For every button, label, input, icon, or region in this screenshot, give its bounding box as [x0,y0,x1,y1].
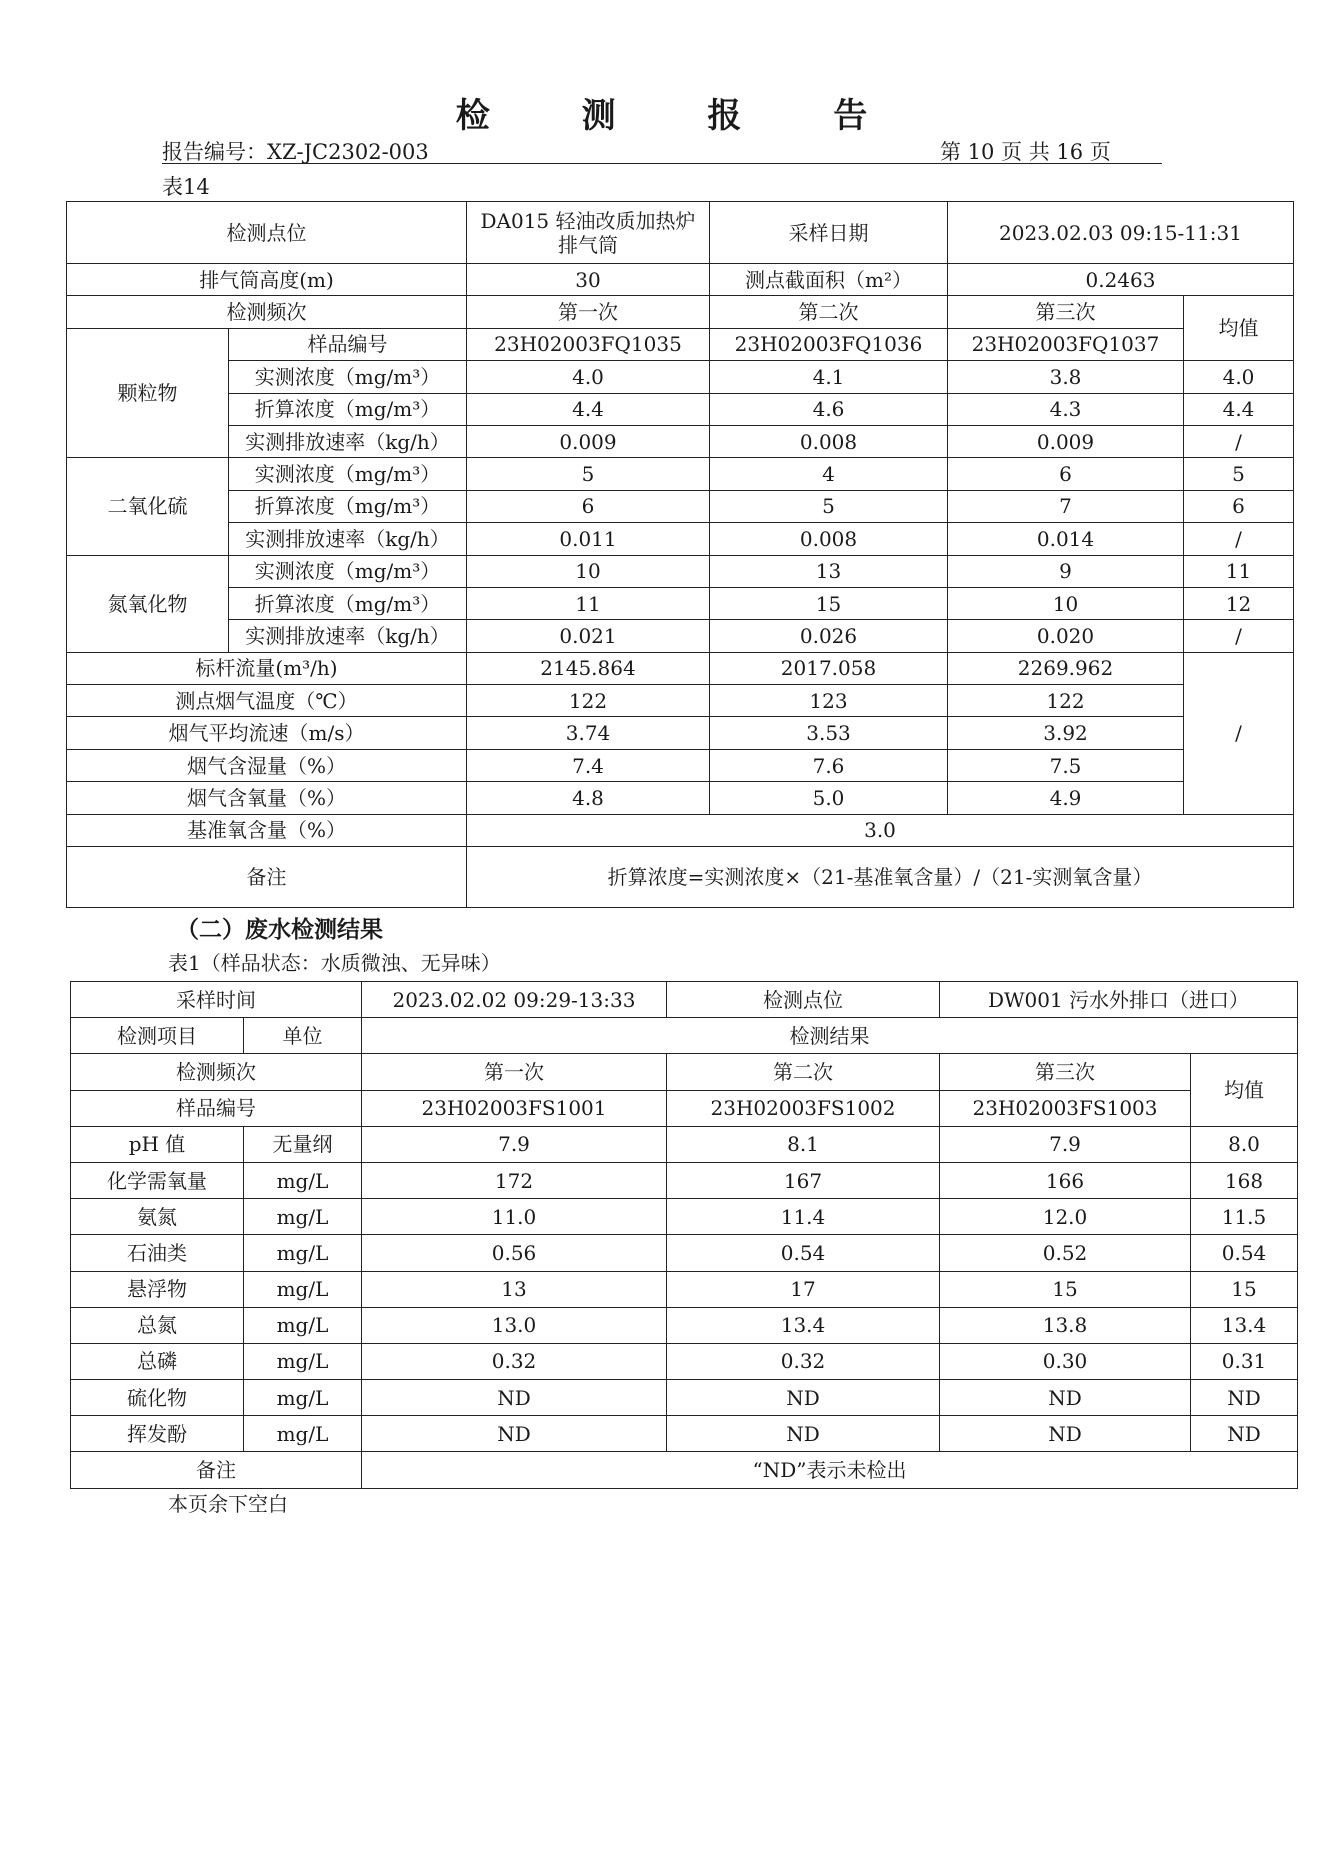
cell: 2017.058 [710,652,948,684]
sample-3: 23H02003FS1003 [940,1090,1191,1126]
group-name: 氮氧化物 [67,555,229,652]
cell: 4 [710,458,948,490]
table-row [71,1416,1298,1452]
cell-avg: / [1184,620,1294,652]
item-name: 悬浮物 [71,1271,244,1307]
cell: 5 [710,490,948,522]
table-row [71,1199,1298,1235]
cell: 7.4 [467,749,710,781]
row-label: 实测浓度（mg/m³） [229,458,467,490]
cell-avg: / [1184,523,1294,555]
header-divider [162,163,1162,164]
table-row [67,814,1294,846]
blank-note: 本页余下空白 [168,1492,288,1516]
table-row [71,1162,1298,1198]
row-label: 折算浓度（mg/m³） [229,393,467,425]
table-row [67,620,1294,652]
cell-avg: 5 [1184,458,1294,490]
result-label: 检测结果 [362,1018,1298,1054]
cell-avg: 4.4 [1184,393,1294,425]
param-label: 烟气含湿量（%） [67,749,467,781]
cell-avg: 13.4 [1191,1307,1298,1343]
table-row [67,393,1294,425]
item-unit: mg/L [244,1380,362,1416]
avg-label: 均值 [1184,296,1294,361]
cell: 0.008 [710,425,948,457]
table-row [67,782,1294,814]
cell: 5.0 [710,782,948,814]
point-label: 检测点位 [667,982,940,1018]
table-row [67,264,1294,296]
cell: 7.9 [940,1126,1191,1162]
cell: 2145.864 [467,652,710,684]
cell-avg: ND [1191,1380,1298,1416]
group-name: 二氧化硫 [67,458,229,555]
cell-avg: 8.0 [1191,1126,1298,1162]
cell: 4.0 [467,361,710,393]
cell: 4.3 [948,393,1184,425]
cell-avg: ND [1191,1416,1298,1452]
point-value: DW001 污水外排口（进口） [940,982,1298,1018]
cell: 3.53 [710,717,948,749]
cell: 166 [940,1162,1191,1198]
item-name: 石油类 [71,1235,244,1271]
cell: 172 [362,1162,667,1198]
item-unit: mg/L [244,1271,362,1307]
cell-avg: 15 [1191,1271,1298,1307]
param-label: 测点烟气温度（℃） [67,685,467,717]
cell: 6 [948,458,1184,490]
cell-avg: 4.0 [1184,361,1294,393]
cell: 7.6 [710,749,948,781]
cell: 2269.962 [948,652,1184,684]
item-label: 检测项目 [71,1018,244,1054]
item-unit: mg/L [244,1307,362,1343]
cell: 0.021 [467,620,710,652]
table-row [67,523,1294,555]
row-label: 实测排放速率（kg/h） [229,425,467,457]
table-row [71,1452,1298,1488]
cell: 167 [667,1162,940,1198]
avg-label: 均值 [1191,1054,1298,1126]
point-value: DA015 轻油改质加热炉排气筒 [467,202,710,264]
cell: 4.6 [710,393,948,425]
cell: 9 [948,555,1184,587]
param-label: 标杆流量(m³/h) [67,652,467,684]
cell: ND [940,1416,1191,1452]
cell: 15 [710,587,948,619]
cell: 13.0 [362,1307,667,1343]
cell: 122 [948,685,1184,717]
row-label: 折算浓度（mg/m³） [229,490,467,522]
row-label: 实测浓度（mg/m³） [229,555,467,587]
height-label: 排气筒高度(m) [67,264,467,296]
item-name: 化学需氧量 [71,1162,244,1198]
table-row [67,555,1294,587]
cell: 4.9 [948,782,1184,814]
cell: 4.1 [710,361,948,393]
cell: 8.1 [667,1126,940,1162]
cell: 7.5 [948,749,1184,781]
cell-avg: 12 [1184,587,1294,619]
cell: 0.014 [948,523,1184,555]
table-row [71,1126,1298,1162]
cell: 0.009 [948,425,1184,457]
item-unit: mg/L [244,1199,362,1235]
report-number: 报告编号：XZ-JC2302-003 [162,140,429,164]
table-row [67,847,1294,908]
cell: 11.4 [667,1199,940,1235]
table-row [67,328,1294,360]
table14-label: 表14 [162,175,210,199]
cell: 4.4 [467,393,710,425]
cell: 0.54 [667,1235,940,1271]
cell: 4.8 [467,782,710,814]
table-row [71,982,1298,1018]
cell: 10 [467,555,710,587]
cell: 0.32 [667,1343,940,1379]
table1-caption: 表1（样品状态：水质微浊、无异味） [168,951,501,975]
report-title: 检 测 报 告 [455,96,908,136]
cell: 11.0 [362,1199,667,1235]
table-row [67,717,1294,749]
cell: ND [362,1380,667,1416]
cell: 0.30 [940,1343,1191,1379]
row-label: 折算浓度（mg/m³） [229,587,467,619]
table-row [71,1271,1298,1307]
freq-label: 检测频次 [67,296,467,328]
table-row [67,458,1294,490]
item-unit: mg/L [244,1343,362,1379]
wastewater-table [70,981,1298,1489]
cell: 5 [467,458,710,490]
cell: 13.8 [940,1307,1191,1343]
freq-2: 第二次 [710,296,948,328]
cell: 0.52 [940,1235,1191,1271]
table-row [71,1343,1298,1379]
sample-2: 23H02003FS1002 [667,1090,940,1126]
cell: 17 [667,1271,940,1307]
table-row [71,1090,1298,1126]
item-name: 总磷 [71,1343,244,1379]
cell-avg: 11 [1184,555,1294,587]
cell: 3.74 [467,717,710,749]
note-value: 折算浓度=实测浓度×（21-基准氧含量）/（21-实测氧含量） [467,847,1294,908]
cell: 11 [467,587,710,619]
ref-o2-label: 基准氧含量（%） [67,814,467,846]
row-label: 实测浓度（mg/m³） [229,361,467,393]
freq-1: 第一次 [362,1054,667,1090]
cell: 13 [362,1271,667,1307]
cell-avg: 0.54 [1191,1235,1298,1271]
cell: 3.92 [948,717,1184,749]
param-label: 烟气平均流速（m/s） [67,717,467,749]
cell: 0.56 [362,1235,667,1271]
time-label: 采样时间 [71,982,362,1018]
cell-avg: 6 [1184,490,1294,522]
table-row [67,749,1294,781]
item-name: 硫化物 [71,1380,244,1416]
cell: 13.4 [667,1307,940,1343]
area-label: 测点截面积（m²） [710,264,948,296]
cell: 12.0 [940,1199,1191,1235]
area-value: 0.2463 [948,264,1294,296]
row-label: 实测排放速率（kg/h） [229,620,467,652]
page-info: 第 10 页 共 16 页 [940,140,1111,164]
table-row [67,202,1294,264]
freq-1: 第一次 [467,296,710,328]
cell-avg: 168 [1191,1162,1298,1198]
cell: ND [940,1380,1191,1416]
table-row [71,1018,1298,1054]
cell: 0.32 [362,1343,667,1379]
cell: ND [362,1416,667,1452]
item-name: pH 值 [71,1126,244,1162]
item-unit: 无量纲 [244,1126,362,1162]
item-unit: mg/L [244,1416,362,1452]
cell: ND [667,1380,940,1416]
group-name: 颗粒物 [67,328,229,458]
freq-3: 第三次 [940,1054,1191,1090]
item-name: 总氮 [71,1307,244,1343]
param-label: 烟气含氧量（%） [67,782,467,814]
height-value: 30 [467,264,710,296]
cell: 0.009 [467,425,710,457]
point-label: 检测点位 [67,202,467,264]
table-row [71,1307,1298,1343]
cell: 15 [940,1271,1191,1307]
cell: 3.8 [948,361,1184,393]
ref-o2-value: 3.0 [467,814,1294,846]
sample-2: 23H02003FQ1036 [710,328,948,360]
freq-label: 检测频次 [71,1054,362,1090]
cell-avg: 11.5 [1191,1199,1298,1235]
table-row [71,1054,1298,1090]
sample-1: 23H02003FQ1035 [467,328,710,360]
cell: 6 [467,490,710,522]
table-row [71,1235,1298,1271]
cell: ND [667,1416,940,1452]
item-unit: mg/L [244,1162,362,1198]
cell: 0.011 [467,523,710,555]
note-label: 备注 [67,847,467,908]
item-unit: mg/L [244,1235,362,1271]
item-name: 挥发酚 [71,1416,244,1452]
cell: 122 [467,685,710,717]
sample-label: 样品编号 [71,1090,362,1126]
time-value: 2023.02.02 09:29-13:33 [362,982,667,1018]
unit-label: 单位 [244,1018,362,1054]
cell: 0.008 [710,523,948,555]
table-row [67,685,1294,717]
freq-2: 第二次 [667,1054,940,1090]
cell: 0.026 [710,620,948,652]
cell: 13 [710,555,948,587]
cell: 7 [948,490,1184,522]
note-label: 备注 [71,1452,362,1488]
cell: 0.020 [948,620,1184,652]
table-row [67,652,1294,684]
row-label: 实测排放速率（kg/h） [229,523,467,555]
table-row [67,490,1294,522]
date-value: 2023.02.03 09:15-11:31 [948,202,1294,264]
item-name: 氨氮 [71,1199,244,1235]
note-value: “ND”表示未检出 [362,1452,1298,1488]
table-row [67,296,1294,328]
sample-3: 23H02003FQ1037 [948,328,1184,360]
cell-avg: / [1184,425,1294,457]
section-title: （二）废水检测结果 [176,916,383,943]
cell: 123 [710,685,948,717]
cell-avg: 0.31 [1191,1343,1298,1379]
exhaust-gas-table [66,201,1294,908]
date-label: 采样日期 [710,202,948,264]
table-row [67,425,1294,457]
table-row [71,1380,1298,1416]
cell: 10 [948,587,1184,619]
table-row [67,361,1294,393]
freq-3: 第三次 [948,296,1184,328]
cell: 7.9 [362,1126,667,1162]
sample-label: 样品编号 [229,328,467,360]
table-row [67,587,1294,619]
params-avg: / [1184,652,1294,814]
sample-1: 23H02003FS1001 [362,1090,667,1126]
